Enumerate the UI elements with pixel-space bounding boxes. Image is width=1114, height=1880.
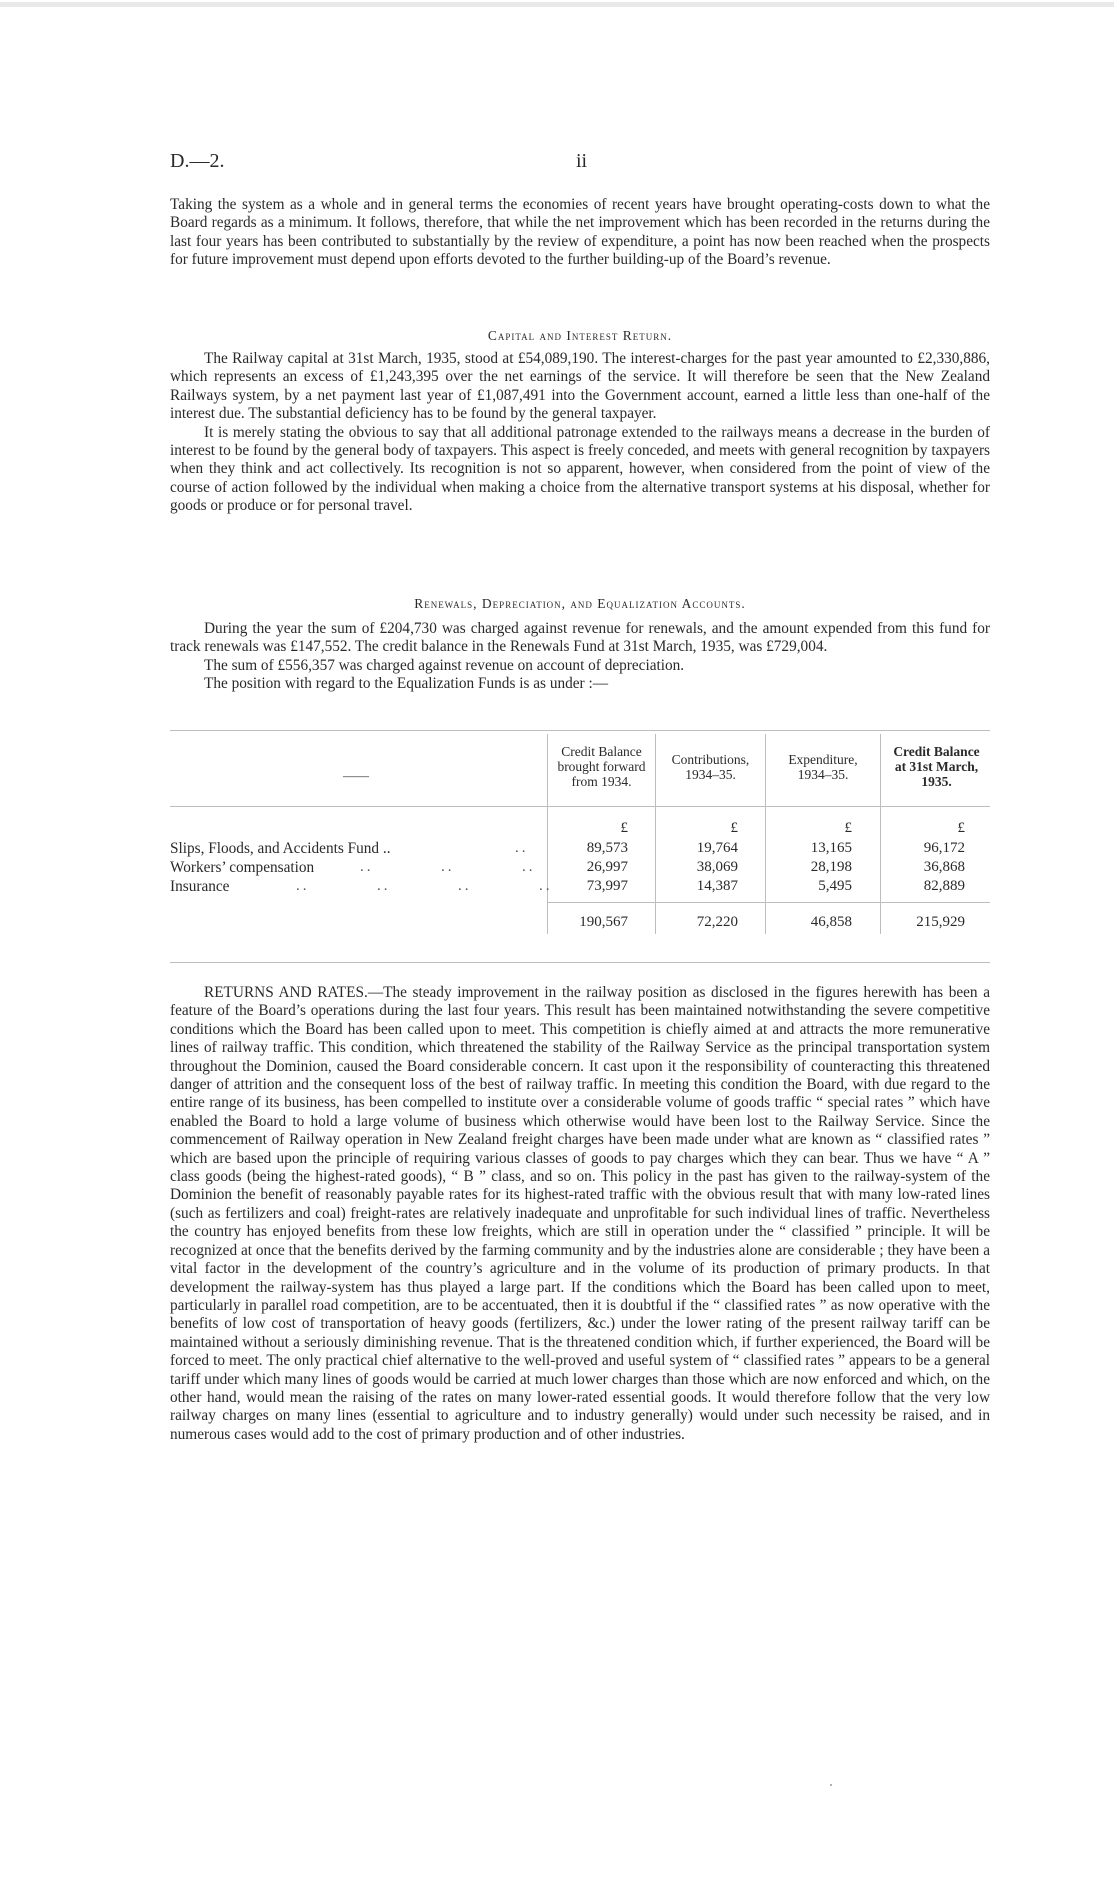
table-top-rule <box>170 730 990 731</box>
table-cell: 13,165 <box>810 840 852 856</box>
table-row-leader: .. .. .. <box>360 859 536 875</box>
capital-paragraph-1: The Railway capital at 31st March, 1935, stood at £54,089,190. The interest-charges for the past year amounted to £2,330,886, which represents an excess of £1,243,395 over the net earnings of the service. It will therefore be seen that the New Zealand Railways system, by a net payment last year of £1,087,491 into the Government account, earned a little less than one-half of the interest due. The substantial deficiency has to be found by the general taxpayer. <box>170 350 990 423</box>
renewals-heading: Renewals, Depreciation, and Equalization Accounts. <box>414 596 746 611</box>
table-cell: 28,198 <box>810 859 852 875</box>
renewals-paragraph-3: The position with regard to the Equalization Funds is as under :— <box>204 675 609 693</box>
currency-symbol: £ <box>730 820 738 836</box>
column-header-line: Credit Balance <box>893 744 980 759</box>
column-header-line: Contributions, <box>671 752 750 767</box>
intro-paragraph <box>170 196 990 270</box>
table-row-leader: .. .. .. .. <box>296 878 553 894</box>
currency-symbol: £ <box>957 820 965 836</box>
column-header-credit-balance <box>881 744 992 789</box>
column-header-contributions <box>656 752 765 782</box>
intro-text: Taking the system as a whole and in general terms the economies of recent years have brought operating-costs down to what the Board regards as a minimum. It follows, therefore, that while the net improvement which has been recorded in the returns during the last four years has been contributed to substantially by the review of expenditure, a point has now been reached when the prospects for future improvement must depend upon efforts devoted to the further building-up of the Board’s revenue. <box>170 196 990 269</box>
renewals-section <box>170 620 990 694</box>
table-cell: 96,172 <box>923 840 965 856</box>
capital-heading: Capital and Interest Return. <box>487 328 673 343</box>
table-header-rule <box>170 806 990 807</box>
returns-section <box>170 984 990 1444</box>
table-row-label: Workers’ compensation <box>170 859 315 876</box>
table-cell: 89,573 <box>586 840 628 856</box>
table-total: 46,858 <box>810 914 852 930</box>
document-reference: D.—2. <box>170 150 225 172</box>
table-cell: 26,997 <box>586 859 628 875</box>
table-total: 190,567 <box>579 914 628 930</box>
column-header-line: Expenditure, <box>788 752 858 767</box>
table-cell: 19,764 <box>696 840 738 856</box>
column-header-line: Credit Balance <box>561 744 642 759</box>
returns-paragraph: RETURNS AND RATES.—The steady improvement in the railway position as disclosed in the figures herewith has been a feature of the Board’s operations during the last four years. This result has been maintained notwithstanding the severe competitive conditions which the Board has been called upon to meet. This competition is chiefly aimed at and attracts the more remunerative lines of railway traffic. This condition, which threatened the stability of the Railway Service as the principal transportation system throughout the Dominion, caused the Board considerable concern. It cast upon it the responsibility of counteracting this threatened danger of attrition and the consequent loss of the best of railway traffic. In meeting this condition the Board, with due regard to the entire range of its business, has been compelled to institute over a considerable volume of goods traffic “ special rates ” which have enabled the Board to hold a large volume of business which otherwise would have been lost to the Railway Service. Since the commencement of Railway operation in New Zealand freight charges have been made under what are known as “ classified rates ” which are based upon the principle of requiring various classes of goods to pay charges which they can bear. Thus we have “ A ” class goods (being the highest-rated goods), “ B ” class, and so on. This policy in the past has given to the railway-system of the Dominion the benefit of reasonably payable rates for its highest-rated traffic with the obvious result that with many low-rated lines (such as fertilizers and coal) freight-rates are relatively inadequate and unprofitable for such individual lines of traffic. Nevertheless the country has enjoyed benefits from these low freights, which are still in operation under the “ classified ” principle. It will be recognized at once that the benefits derived by the farming community and by the industries alone are considerable ; they have been a vital factor in the development of the country’s agriculture and in the volume of its production of primary products. In that development the railway-system has thus played a large part. If the conditions which the Board has been called upon to meet, particularly in parallel road competition, are to be accentuated, then it is doubtful if the “ classified rates ” as now operative with the benefits of low cost of transportation of heavy goods (fertilizers, &c.) under the lower rating of the present railway tariff can be maintained without a seriously diminishing revenue. That is the threatened condition which, if further experienced, the Board will be forced to meet. The only practical chief alternative to the well-proved and useful system of “ classified rates ” appears to be a general tariff under which many lines of goods would be carried at much lower charges than those which are now enforced and which, on the other hand, would mean the raising of the rates on many lower-rated essential goods. It would therefore follow that the very low railway charges on many lines (essential to agriculture and to industry generally) would under such necessity be raised, and in numerous cases would add to the cost of primary production and of other industries. <box>170 984 990 1443</box>
totals-rule <box>548 902 990 903</box>
column-header-line: 1934–35. <box>685 767 736 782</box>
table-cell: 36,868 <box>923 859 965 875</box>
table-row-leader: .. <box>515 840 529 856</box>
column-header-line: 1935. <box>921 774 952 789</box>
currency-symbol: £ <box>844 820 852 836</box>
table-cell: 82,889 <box>923 878 965 894</box>
table-bottom-rule <box>170 962 990 963</box>
currency-symbol: £ <box>620 820 628 836</box>
column-header-expenditure <box>766 752 880 782</box>
column-header-line: from 1934. <box>571 774 632 789</box>
table-cell: 38,069 <box>696 859 738 875</box>
renewals-paragraph-2: The sum of £556,357 was charged against revenue on account of depreciation. <box>204 656 685 674</box>
column-header-line: 1934–35. <box>797 767 849 782</box>
renewals-paragraph-1: During the year the sum of £204,730 was charged against revenue for renewals, and the amount expended from this fund for track renewals was £147,552. The credit balance in the Renewals Fund at 31st March, 1935, was £729,004. <box>170 620 990 656</box>
column-header-line: brought forward <box>557 759 646 774</box>
page-number: ii <box>576 150 588 172</box>
capital-section <box>170 350 990 516</box>
table-cell: 14,387 <box>696 878 738 894</box>
table-row-label: Slips, Floods, and Accidents Fund .. <box>170 840 391 857</box>
capital-paragraph-2: It is merely stating the obvious to say that all additional patronage extended to the railways means a decrease in the burden of interest to be found by the general body of taxpayers. This aspect is freely conceded, and meets with general recognition by taxpayers when they think and act collectively. Its recognition is not so apparent, however, when considered from the point of view of the course of action followed by the individual when making a choice from the alternative transport systems at his disposal, whether for goods or produce or for personal travel. <box>170 423 990 515</box>
table-cell: 73,997 <box>586 878 628 894</box>
scan-edge <box>0 2 1114 7</box>
table-cell: 5,495 <box>818 878 852 894</box>
table-total: 72,220 <box>696 914 738 930</box>
table-row-label: Insurance <box>170 878 230 895</box>
scan-mark <box>830 1784 832 1786</box>
column-header-line: at 31st March, <box>894 759 979 774</box>
table-total: 215,929 <box>916 914 965 930</box>
column-header-credit-brought-forward <box>548 744 655 789</box>
table-stub-header: —— <box>343 768 369 783</box>
